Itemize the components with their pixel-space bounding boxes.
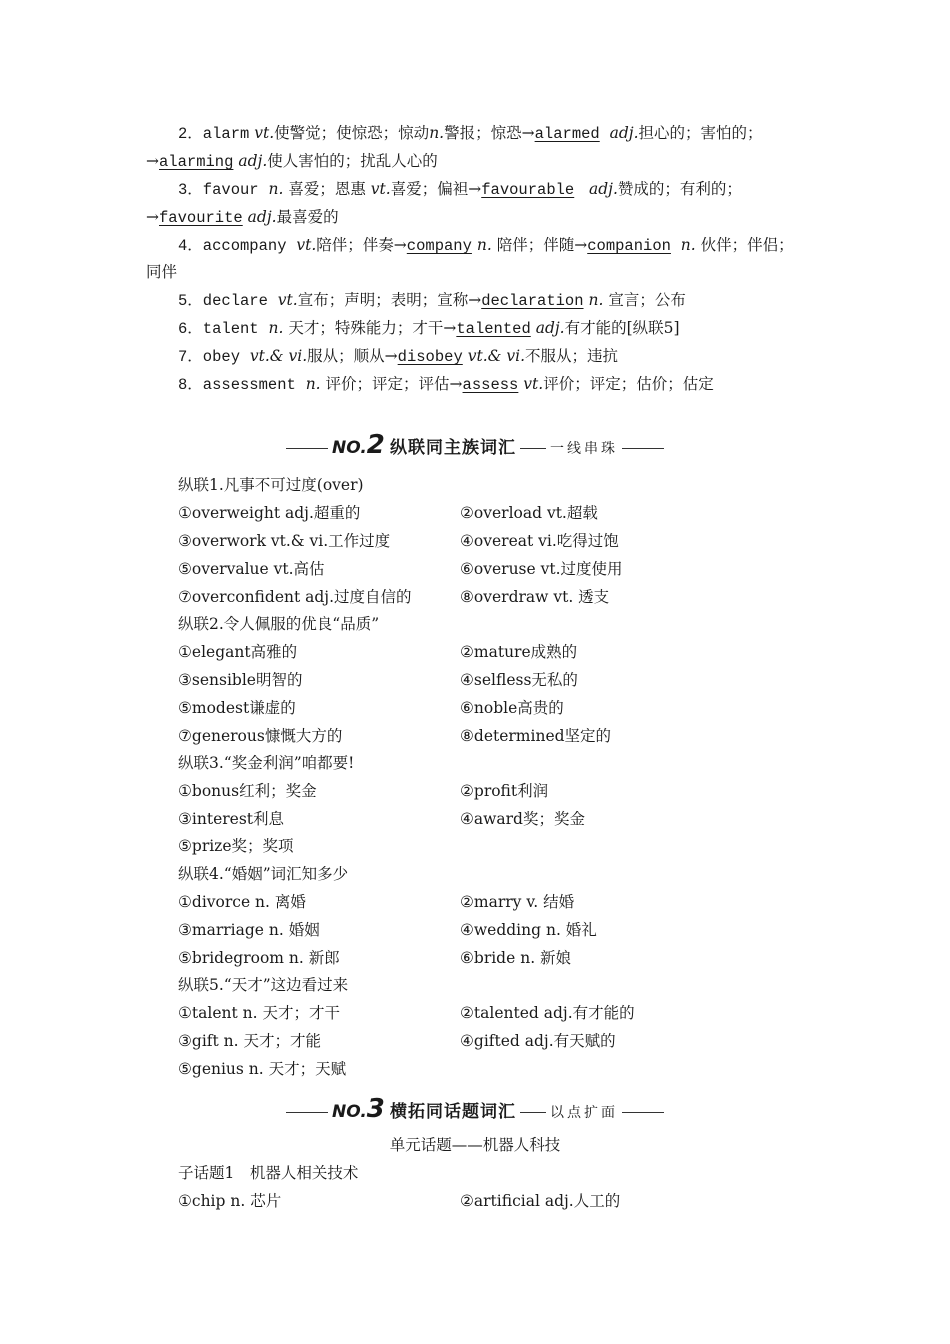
list-item: ②profit利润 <box>460 782 549 800</box>
list-item: ①chip n. 芯片 <box>178 1192 282 1210</box>
list-item: ④overeat vi.吃得过饱 <box>460 532 619 550</box>
list-item: ⑦generous慷慨大方的 <box>178 727 343 745</box>
word-entry-favour-cont: →favourite adj.最喜爱的 <box>146 208 339 227</box>
list-item: ②talented adj.有才能的 <box>460 1004 635 1022</box>
word-entry-talent: 6．talent n. 天才；特殊能力；才干→talented adj.有才能的[纵联5] <box>178 319 680 338</box>
section-header-no3: NO.3 横拓同话题词汇 以点扩面 <box>0 1094 950 1124</box>
header-rule-left <box>286 448 328 449</box>
group-title: 纵联2.令人佩服的优良“品质” <box>178 615 380 633</box>
list-item: ⑤modest谦虚的 <box>178 699 296 717</box>
word-entry-declare: 5．declare vt.宣布；声明；表明；宣称→declaration n. 宣言；公布 <box>178 291 686 310</box>
list-item: ①bonus红利；奖金 <box>178 782 317 800</box>
list-item: ④wedding n. 婚礼 <box>460 921 597 939</box>
word-entry-assessment: 8．assessment n. 评价；评定；评估→assess vt.评价；评定；估价；估定 <box>178 375 714 394</box>
list-item: ②marry v. 结婚 <box>460 893 575 911</box>
list-item: ④award奖；奖金 <box>460 810 585 828</box>
header-rule-mid <box>520 448 546 449</box>
subtopic-title: 子话题1 机器人相关技术 <box>178 1164 359 1182</box>
list-item: ①overweight adj.超重的 <box>178 504 361 522</box>
list-item: ⑤overvalue vt.高估 <box>178 560 325 578</box>
list-item: ④gifted adj.有天赋的 <box>460 1032 616 1050</box>
group-title: 纵联4.“婚姻”词汇知多少 <box>178 865 349 883</box>
list-item: ⑥bride n. 新娘 <box>460 949 572 967</box>
list-item: ⑦overconfident adj.过度自信的 <box>178 588 412 606</box>
list-item: ③overwork vt.& vi.工作过度 <box>178 532 391 550</box>
list-item: ②mature成熟的 <box>460 643 578 661</box>
header-rule-mid <box>520 1112 546 1113</box>
list-item: ③gift n. 天才；才能 <box>178 1032 322 1050</box>
group-title: 纵联5.“天才”这边看过来 <box>178 976 349 994</box>
word-entry-alarm-cont: →alarming adj.使人害怕的；扰乱人心的 <box>146 152 438 171</box>
list-item: ⑤prize奖；奖项 <box>178 837 294 855</box>
header-rule-right <box>622 448 664 449</box>
group-title: 纵联1.凡事不可过度(over) <box>178 476 364 494</box>
list-item: ②artificial adj.人工的 <box>460 1192 621 1210</box>
word-entry-obey: 7．obey vt.& vi.服从；顺从→disobey vt.& vi.不服从；违抗 <box>178 347 619 366</box>
word-entry-alarm: 2．alarm vt.使警觉；使惊恐；惊动n.警报；惊恐→alarmed adj.担心的；害怕的； <box>178 124 763 143</box>
list-item: ①elegant高雅的 <box>178 643 298 661</box>
list-item: ③marriage n. 婚姻 <box>178 921 320 939</box>
word-entry-favour: 3．favour n. 喜爱；恩惠 vt.喜爱；偏袒→favourable adj.赞成的；有利的； <box>178 180 742 199</box>
list-item: ⑤genius n. 天才；天赋 <box>178 1060 347 1078</box>
list-item: ①talent n. 天才；才干 <box>178 1004 340 1022</box>
list-item: ③interest利息 <box>178 810 285 828</box>
list-item: ②overload vt.超载 <box>460 504 598 522</box>
group-title: 纵联3.“奖金利润”咱都要! <box>178 754 355 772</box>
list-item: ③sensible明智的 <box>178 671 303 689</box>
header-rule-left <box>286 1112 328 1113</box>
list-item: ⑧overdraw vt. 透支 <box>460 588 610 606</box>
list-item: ⑤bridegroom n. 新郎 <box>178 949 340 967</box>
list-item: ⑥noble高贵的 <box>460 699 564 717</box>
section-header-no2: NO.2 纵联同主族词汇 一线串珠 <box>0 430 950 460</box>
list-item: ①divorce n. 离婚 <box>178 893 306 911</box>
list-item: ⑧determined坚定的 <box>460 727 612 745</box>
list-item: ④selfless无私的 <box>460 671 578 689</box>
word-entry-accompany-cont: 同伴 <box>146 263 178 281</box>
list-item: ⑥overuse vt.过度使用 <box>460 560 623 578</box>
word-entry-accompany: 4．accompany vt.陪伴；伴奏→company n. 陪伴；伴随→companion n. 伙伴；伴侣； <box>178 236 794 255</box>
unit-topic-title: 单元话题——机器人科技 <box>389 1136 561 1154</box>
header-rule-right <box>622 1112 664 1113</box>
